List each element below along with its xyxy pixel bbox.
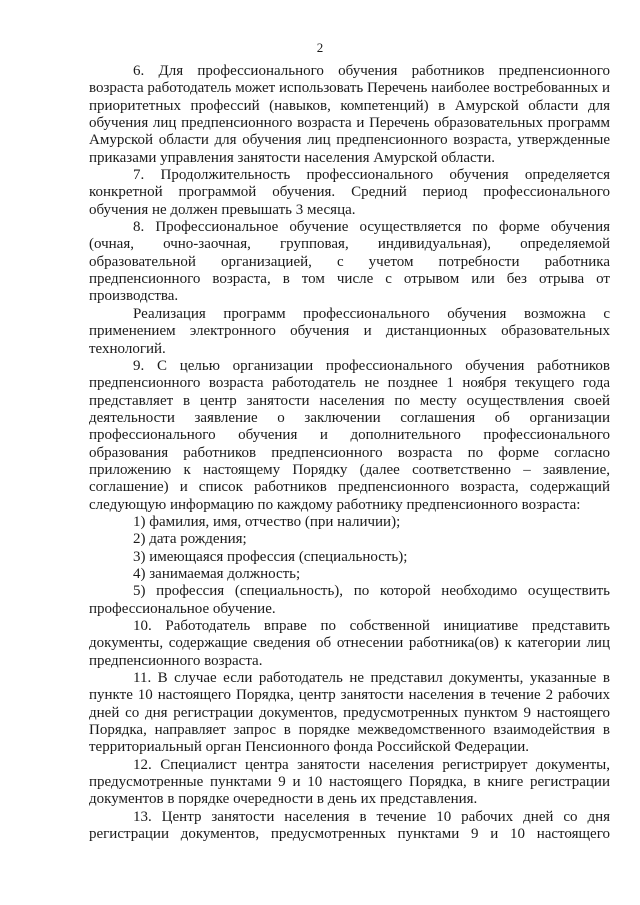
paragraph-11: 11. В случае если работодатель не представил документы, указанные в пункте 10 настоящего Порядка, центр занятости населения в течение 2 рабочих дней со дня регистрации документов, предусмотренных пунктом 9 настоящего Порядка, направляет запрос в порядке межведомственного взаимодействия в территориальный орган Пенсионного фонда Российской Федерации.	[89, 670, 610, 756]
document-body	[89, 63, 610, 843]
list-item-1: 1) фамилия, имя, отчество (при наличии);	[133, 513, 401, 530]
paragraph-13: 13. Центр занятости населения в течение 10 рабочих дней со дня регистрации документов, предусмотренных пунктами 9 и 10 настоящего	[89, 808, 610, 843]
paragraph-9: 9. С целью организации профессионального обучения работников предпенсионного возраста работодатель не позднее 1 ноября текущего года представляет в центр занятости населения по месту осуществления своей деятельности заявление о заключении соглашения об организации профессионального обучения и дополнительного профессионального образования работников предпенсионного возраста по форме согласно приложению к настоящему Порядку (далее соответственно – заявление, соглашение) и список работников предпенсионного возраста, содержащий следующую информацию по каждому работнику предпенсионного возраста:	[89, 357, 610, 513]
list-item-4: 4) занимаемая должность;	[133, 565, 301, 582]
list-item-3: 3) имеющаяся профессия (специальность);	[133, 548, 408, 565]
paragraph-10: 10. Работодатель вправе по собственной инициативе представить документы, содержащие сведения об отнесении работника(ов) к категории лиц предпенсионного возраста.	[89, 618, 610, 669]
list-item-5: 5) профессия (специальность), по которой необходимо осуществить профессиональное обучение.	[89, 583, 610, 617]
paragraph-6: 6. Для профессионального обучения работников предпенсионного возраста работодатель может использовать Перечень наиболее востребованных и приоритетных профессий (навыков, компетенций) в Амурской области для обучения лиц предпенсионного возраста и Перечень образовательных программ Амурской области для обучения лиц предпенсионного возраста, утвержденные приказами управления занятости населения Амурской области.	[89, 63, 610, 166]
paragraph-7: 7. Продолжительность профессионального обучения определяется конкретной программой обучения. Средний период профессионального обучения не должен превышать 3 месяца.	[89, 167, 610, 218]
page-number: 2	[316, 40, 324, 55]
paragraph-8: 8. Профессиональное обучение осуществляется по форме обучения (очная, очно-заочная, групповая, индивидуальная), определяемой образовательной организацией, с учетом потребности работника предпенсионного возраста, в том числе с отрывом или без отрыва от производства.	[89, 219, 610, 305]
list-item-2: 2) дата рождения;	[133, 531, 247, 548]
paragraph-8-implementation: Реализация программ профессионального обучения возможна с применением электронного обучения и дистанционных образовательных технологий.	[89, 305, 610, 357]
paragraph-12: 12. Специалист центра занятости населения регистрирует документы, предусмотренные пунктами 9 и 10 настоящего Порядка, в книге регистрации документов в порядке очередности в день их представления.	[89, 756, 610, 808]
